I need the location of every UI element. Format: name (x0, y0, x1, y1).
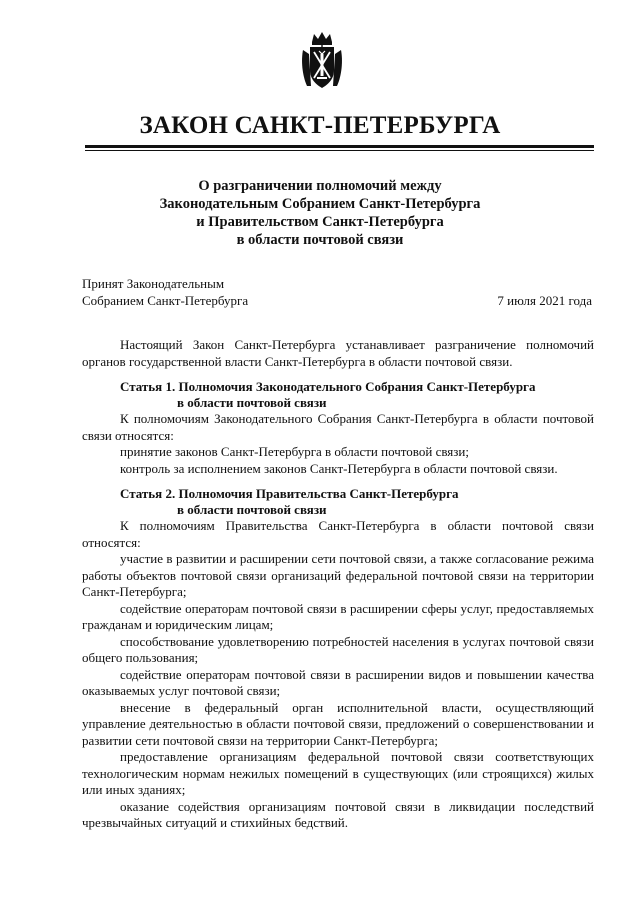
list-item: предоставление организациям федеральной почтовой связи соответствующих технологическим нормам нежилых помещений в существующих (или строящихся) жилых или иных зданиях; (82, 749, 594, 797)
adopted-line: Принят Законодательным (82, 276, 225, 291)
article-1-heading (82, 379, 594, 411)
adopted-by (82, 275, 248, 309)
adoption-date: 7 июля 2021 года (497, 293, 592, 308)
title-rule-thick (85, 145, 594, 148)
article-heading-line: Статья 2. Полномочия Правительства Санкт-Петербурга (120, 486, 459, 501)
list-item: принятие законов Санкт-Петербурга в области почтовой связи; (120, 444, 469, 459)
subject-line: и Правительством Санкт-Петербурга (196, 214, 444, 230)
list-item: контроль за исполнением законов Санкт-Петербурга в области почтовой связи. (120, 460, 558, 476)
subject-line: в области почтовой связи (236, 232, 404, 248)
list-item: содействие операторам почтовой связи в расширении сферы услуг, предоставляемых гражданам и юридическим лицам; (82, 600, 594, 632)
article-heading-line: Статья 1. Полномочия Законодательного Собрания Санкт-Петербурга (120, 379, 536, 394)
list-item: внесение в федеральный орган исполнительной власти, осуществляющий управление деятельностью в области почтовой связи, предложений о совершенствовании и развитии сети почтовой связи на территории Санкт-Петербурга; (82, 699, 594, 748)
list-item: способствование удовлетворению потребностей населения в услугах почтовой связи общего пользования; (82, 633, 594, 665)
spb-coat-of-arms-icon (299, 30, 345, 92)
article-heading-line: в области почтовой связи (177, 395, 327, 410)
preamble (82, 337, 594, 370)
adopted-line: Собранием Санкт-Петербурга (82, 293, 249, 308)
article-2-heading (82, 486, 594, 518)
article-intro: К полномочиям Правительства Санкт-Петербурга в области почтовой связи относятся: (82, 518, 594, 550)
list-item: участие в развитии и расширении сети почтовой связи, а также согласование режима работы объектов почтовой связи организаций федеральной почтовой связи на территории Санкт-Петербурга; (82, 551, 594, 599)
article-heading-line: в области почтовой связи (177, 502, 327, 517)
preamble-text: Настоящий Закон Санкт-Петербурга устанавливает разграничение полномочий органов государственной власти Санкт-Петербурга в области почтовой связи. (82, 337, 594, 369)
article-2 (82, 486, 594, 832)
list-item: оказание содействия организациям почтовой связи в ликвидации последствий чрезвычайных ситуаций и стихийных бедствий. (82, 798, 594, 830)
subject-line: О разграничении полномочий между (198, 178, 442, 194)
article-1 (82, 379, 594, 477)
title-rule-thin (85, 150, 594, 151)
law-title: ЗАКОН САНКТ-ПЕТЕРБУРГА (139, 112, 501, 139)
list-item: содействие операторам почтовой связи в расширении видов и повышении качества оказываемых услуг почтовой связи; (82, 666, 594, 698)
subject-line: Законодательным Собранием Санкт-Петербурга (159, 196, 481, 212)
law-subject (0, 177, 640, 249)
article-intro: К полномочиям Законодательного Собрания Санкт-Петербурга в области почтовой связи относятся: (82, 411, 594, 443)
